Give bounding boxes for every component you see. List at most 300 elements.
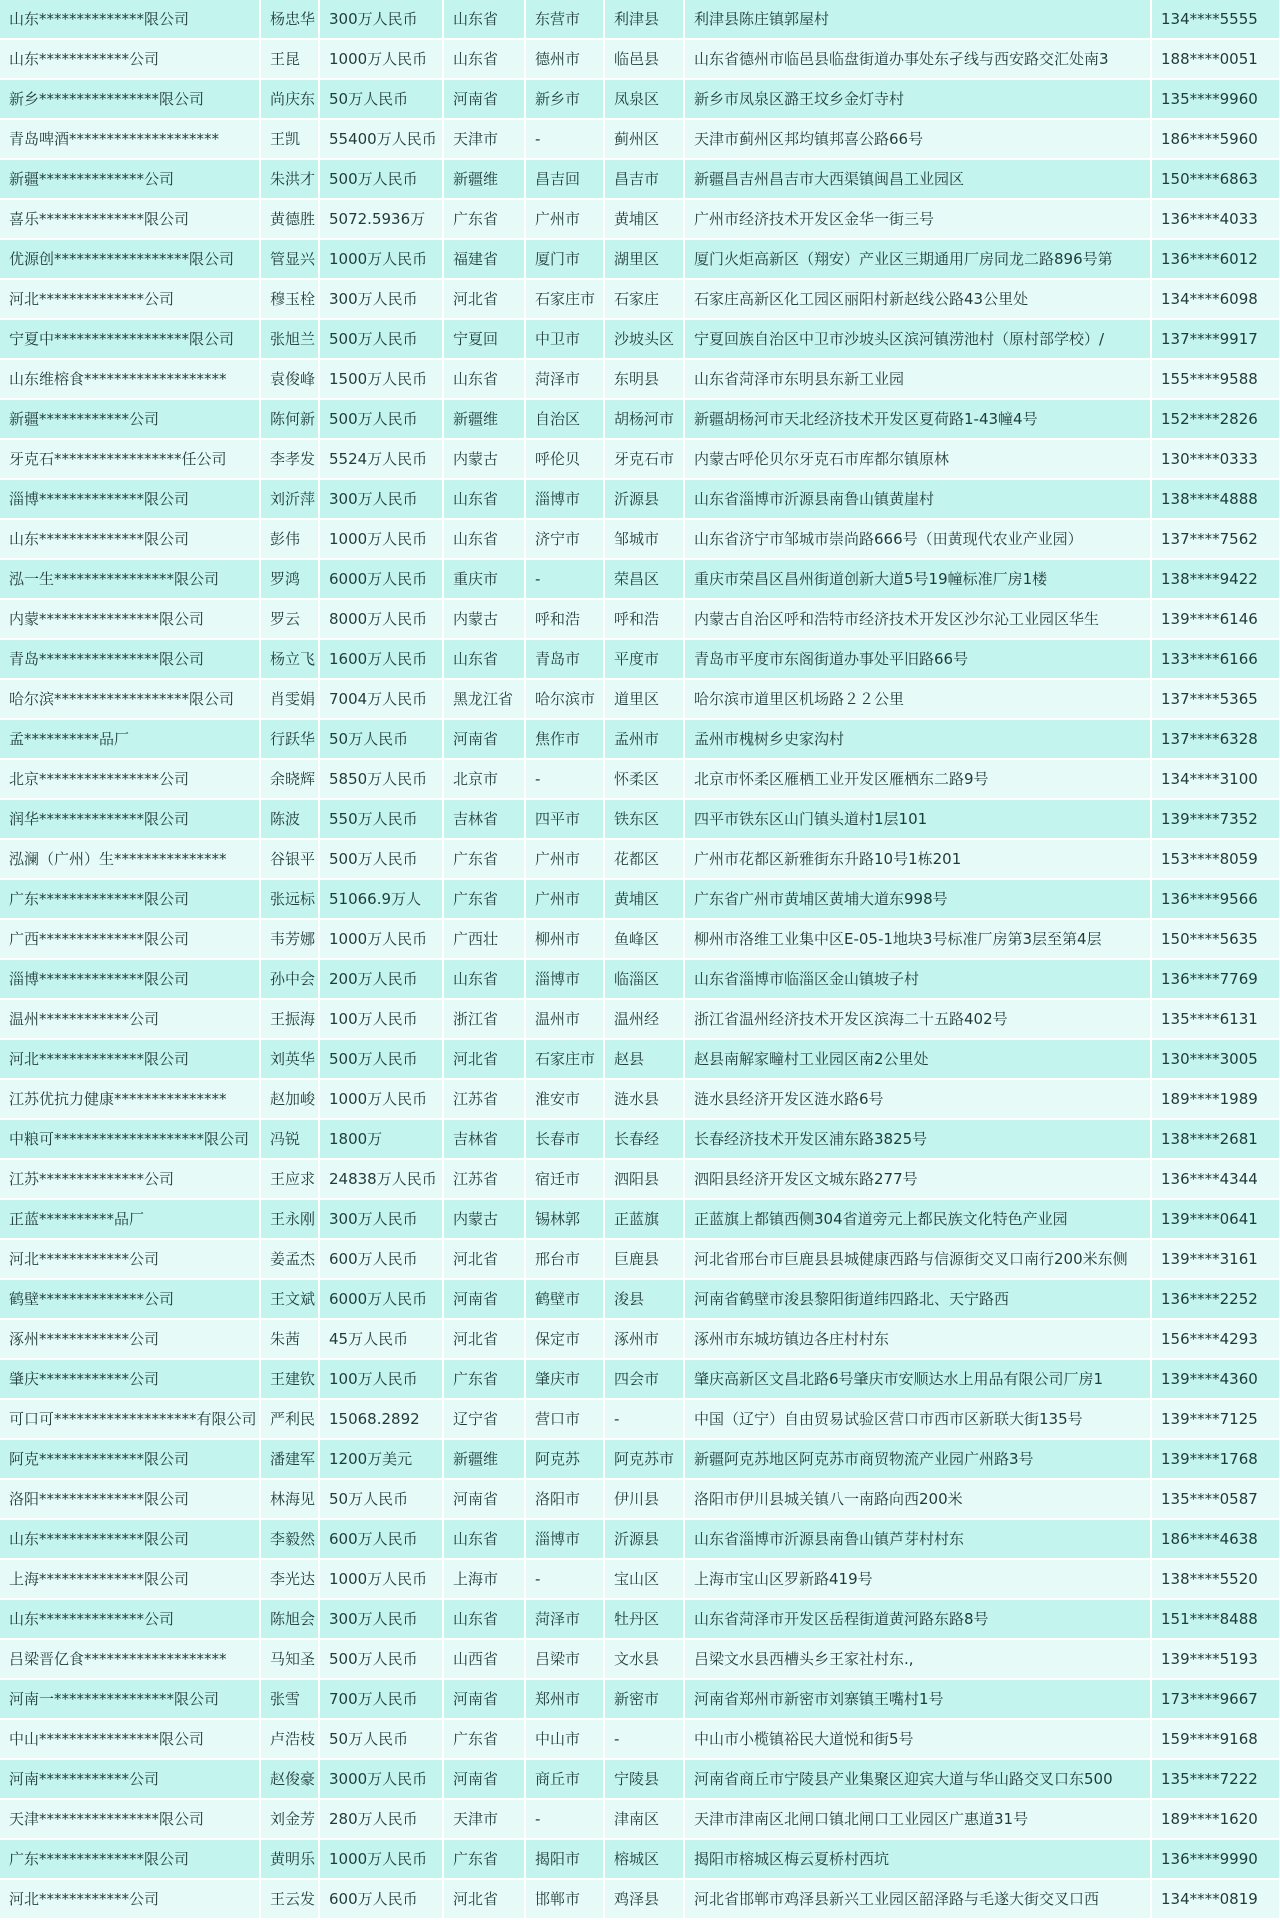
address-cell: 广州市花都区新雅街东升路10号1栋201 — [684, 839, 1151, 879]
contact-name-cell: 刘沂萍 — [260, 479, 319, 519]
company-name-cell: 优源创******************限公司 — [0, 239, 260, 279]
phone-cell: 134****0819 — [1151, 1879, 1280, 1919]
city-cell: 肇庆市 — [525, 1359, 604, 1399]
registered-capital-cell: 50万人民币 — [319, 79, 443, 119]
contact-name-cell: 王凯 — [260, 119, 319, 159]
address-cell: 天津市蓟州区邦均镇邦喜公路66号 — [684, 119, 1151, 159]
contact-name-cell: 王永刚 — [260, 1199, 319, 1239]
contact-name-cell: 行跃华 — [260, 719, 319, 759]
contact-name-cell: 谷银平 — [260, 839, 319, 879]
city-cell: 中卫市 — [525, 319, 604, 359]
table-row — [0, 1559, 1280, 1599]
registered-capital-cell: 1000万人民币 — [319, 1079, 443, 1119]
address-cell: 厦门火炬高新区（翔安）产业区三期通用厂房同龙二路896号第 — [684, 239, 1151, 279]
phone-cell: 139****7352 — [1151, 799, 1280, 839]
contact-name-cell: 黄明乐 — [260, 1839, 319, 1879]
district-cell: 浚县 — [604, 1279, 684, 1319]
district-cell: - — [604, 1719, 684, 1759]
table-row — [0, 199, 1280, 239]
province-cell: 吉林省 — [443, 799, 525, 839]
district-cell: 长春经 — [604, 1119, 684, 1159]
contact-name-cell: 赵加峻 — [260, 1079, 319, 1119]
company-name-cell: 江苏优抗力健康*************** — [0, 1079, 260, 1119]
registered-capital-cell: 100万人民币 — [319, 1359, 443, 1399]
city-cell: 厦门市 — [525, 239, 604, 279]
table-row — [0, 639, 1280, 679]
city-cell: 石家庄市 — [525, 1039, 604, 1079]
district-cell: 凤泉区 — [604, 79, 684, 119]
contact-name-cell: 卢浩枝 — [260, 1719, 319, 1759]
address-cell: 新乡市凤泉区潞王坟乡金灯寺村 — [684, 79, 1151, 119]
company-name-cell: 山东**************限公司 — [0, 0, 260, 39]
address-cell: 涿州市东城坊镇边各庄村村东 — [684, 1319, 1151, 1359]
table-row — [0, 1799, 1280, 1839]
city-cell: 吕梁市 — [525, 1639, 604, 1679]
district-cell: 孟州市 — [604, 719, 684, 759]
district-cell: 沙坡头区 — [604, 319, 684, 359]
city-cell: 鹤壁市 — [525, 1279, 604, 1319]
phone-cell: 134****3100 — [1151, 759, 1280, 799]
registered-capital-cell: 1000万人民币 — [319, 1839, 443, 1879]
city-cell: 广州市 — [525, 199, 604, 239]
company-name-cell: 涿州************公司 — [0, 1319, 260, 1359]
province-cell: 河北省 — [443, 279, 525, 319]
province-cell: 河南省 — [443, 1279, 525, 1319]
city-cell: 昌吉回 — [525, 159, 604, 199]
registered-capital-cell: 1200万美元 — [319, 1439, 443, 1479]
address-cell: 河南省商丘市宁陵县产业集聚区迎宾大道与华山路交叉口东500 — [684, 1759, 1151, 1799]
company-name-cell: 洛阳**************限公司 — [0, 1479, 260, 1519]
city-cell: 新乡市 — [525, 79, 604, 119]
table-row — [0, 1159, 1280, 1199]
city-cell: - — [525, 759, 604, 799]
phone-cell: 136****2252 — [1151, 1279, 1280, 1319]
province-cell: 山东省 — [443, 39, 525, 79]
city-cell: 淄博市 — [525, 479, 604, 519]
district-cell: 黄埔区 — [604, 879, 684, 919]
company-name-cell: 温州************公司 — [0, 999, 260, 1039]
city-cell: - — [525, 1799, 604, 1839]
province-cell: 黑龙江省 — [443, 679, 525, 719]
address-cell: 孟州市槐树乡史家沟村 — [684, 719, 1151, 759]
district-cell: 伊川县 — [604, 1479, 684, 1519]
contact-name-cell: 姜孟杰 — [260, 1239, 319, 1279]
district-cell: 荣昌区 — [604, 559, 684, 599]
contact-name-cell: 冯锐 — [260, 1119, 319, 1159]
contact-name-cell: 陈旭会 — [260, 1599, 319, 1639]
phone-cell: 139****4360 — [1151, 1359, 1280, 1399]
contact-name-cell: 杨立飞 — [260, 639, 319, 679]
registered-capital-cell: 500万人民币 — [319, 159, 443, 199]
province-cell: 山西省 — [443, 1639, 525, 1679]
province-cell: 山东省 — [443, 639, 525, 679]
table-row — [0, 159, 1280, 199]
city-cell: 温州市 — [525, 999, 604, 1039]
province-cell: 重庆市 — [443, 559, 525, 599]
registered-capital-cell: 1000万人民币 — [319, 919, 443, 959]
province-cell: 新疆维 — [443, 1439, 525, 1479]
phone-cell: 134****6098 — [1151, 279, 1280, 319]
phone-cell: 188****0051 — [1151, 39, 1280, 79]
phone-cell: 186****5960 — [1151, 119, 1280, 159]
contact-name-cell: 孙中会 — [260, 959, 319, 999]
registered-capital-cell: 300万人民币 — [319, 479, 443, 519]
contact-name-cell: 管显兴 — [260, 239, 319, 279]
registered-capital-cell: 50万人民币 — [319, 1479, 443, 1519]
contact-name-cell: 罗鸿 — [260, 559, 319, 599]
address-cell: 内蒙古呼伦贝尔牙克石市库都尔镇原林 — [684, 439, 1151, 479]
city-cell: 自治区 — [525, 399, 604, 439]
address-cell: 宁夏回族自治区中卫市沙坡头区滨河镇涝池村（原村部学校）/ — [684, 319, 1151, 359]
province-cell: 广东省 — [443, 879, 525, 919]
province-cell: 山东省 — [443, 359, 525, 399]
phone-cell: 135****9960 — [1151, 79, 1280, 119]
contact-name-cell: 李光达 — [260, 1559, 319, 1599]
company-name-cell: 孟**********品厂 — [0, 719, 260, 759]
city-cell: 宿迁市 — [525, 1159, 604, 1199]
phone-cell: 136****9990 — [1151, 1839, 1280, 1879]
district-cell: 昌吉市 — [604, 159, 684, 199]
address-cell: 青岛市平度市东阁街道办事处平旧路66号 — [684, 639, 1151, 679]
contact-name-cell: 陈何新 — [260, 399, 319, 439]
province-cell: 河北省 — [443, 1039, 525, 1079]
company-name-cell: 新乡****************限公司 — [0, 79, 260, 119]
district-cell: 宁陵县 — [604, 1759, 684, 1799]
registered-capital-cell: 600万人民币 — [319, 1519, 443, 1559]
company-name-cell: 山东**************公司 — [0, 1599, 260, 1639]
province-cell: 广东省 — [443, 199, 525, 239]
table-row — [0, 1879, 1280, 1919]
phone-cell: 173****9667 — [1151, 1679, 1280, 1719]
contact-name-cell: 肖雯娟 — [260, 679, 319, 719]
district-cell: 榕城区 — [604, 1839, 684, 1879]
province-cell: 广东省 — [443, 1359, 525, 1399]
address-cell: 新疆昌吉州昌吉市大西渠镇闽昌工业园区 — [684, 159, 1151, 199]
phone-cell: 136****6012 — [1151, 239, 1280, 279]
address-cell: 利津县陈庄镇郭屋村 — [684, 0, 1151, 39]
table-row — [0, 1399, 1280, 1439]
province-cell: 河南省 — [443, 719, 525, 759]
table-row — [0, 839, 1280, 879]
phone-cell: 135****0587 — [1151, 1479, 1280, 1519]
address-cell: 山东省济宁市邹城市崇尚路666号（田黄现代农业产业园） — [684, 519, 1151, 559]
phone-cell: 156****4293 — [1151, 1319, 1280, 1359]
contact-name-cell: 刘金芳 — [260, 1799, 319, 1839]
contact-name-cell: 尚庆东 — [260, 79, 319, 119]
phone-cell: 189****1989 — [1151, 1079, 1280, 1119]
contact-name-cell: 王应求 — [260, 1159, 319, 1199]
table-row — [0, 1719, 1280, 1759]
table-row — [0, 1039, 1280, 1079]
city-cell: 石家庄市 — [525, 279, 604, 319]
company-name-cell: 泓一生****************限公司 — [0, 559, 260, 599]
city-cell: 中山市 — [525, 1719, 604, 1759]
contact-name-cell: 黄德胜 — [260, 199, 319, 239]
contact-name-cell: 韦芳娜 — [260, 919, 319, 959]
province-cell: 天津市 — [443, 1799, 525, 1839]
table-row — [0, 1279, 1280, 1319]
table-row — [0, 79, 1280, 119]
table-row — [0, 0, 1280, 39]
phone-cell: 138****2681 — [1151, 1119, 1280, 1159]
company-name-cell: 山东**************限公司 — [0, 519, 260, 559]
phone-cell: 138****4888 — [1151, 479, 1280, 519]
city-cell: 郑州市 — [525, 1679, 604, 1719]
district-cell: 临淄区 — [604, 959, 684, 999]
province-cell: 广东省 — [443, 839, 525, 879]
phone-cell: 186****4638 — [1151, 1519, 1280, 1559]
address-cell: 河南省郑州市新密市刘寨镇王嘴村1号 — [684, 1679, 1151, 1719]
district-cell: 临邑县 — [604, 39, 684, 79]
registered-capital-cell: 500万人民币 — [319, 319, 443, 359]
contact-name-cell: 朱洪才 — [260, 159, 319, 199]
table-row — [0, 759, 1280, 799]
phone-cell: 137****5365 — [1151, 679, 1280, 719]
table-row — [0, 519, 1280, 559]
phone-cell: 159****9168 — [1151, 1719, 1280, 1759]
district-cell: 石家庄 — [604, 279, 684, 319]
table-row — [0, 999, 1280, 1039]
table-row — [0, 399, 1280, 439]
contact-name-cell: 王建钦 — [260, 1359, 319, 1399]
registered-capital-cell: 1600万人民币 — [319, 639, 443, 679]
table-row — [0, 239, 1280, 279]
table-row — [0, 359, 1280, 399]
district-cell: 沂源县 — [604, 479, 684, 519]
phone-cell: 139****5193 — [1151, 1639, 1280, 1679]
province-cell: 内蒙古 — [443, 599, 525, 639]
registered-capital-cell: 15068.2892 — [319, 1399, 443, 1439]
city-cell: 济宁市 — [525, 519, 604, 559]
phone-cell: 150****5635 — [1151, 919, 1280, 959]
phone-cell: 139****7125 — [1151, 1399, 1280, 1439]
city-cell: 菏泽市 — [525, 1599, 604, 1639]
district-cell: 温州经 — [604, 999, 684, 1039]
company-name-cell: 天津****************限公司 — [0, 1799, 260, 1839]
company-name-cell: 广东**************限公司 — [0, 879, 260, 919]
city-cell: 阿克苏 — [525, 1439, 604, 1479]
contact-name-cell: 袁俊峰 — [260, 359, 319, 399]
contact-name-cell: 李毅然 — [260, 1519, 319, 1559]
address-cell: 上海市宝山区罗新路419号 — [684, 1559, 1151, 1599]
province-cell: 广东省 — [443, 1719, 525, 1759]
table-row — [0, 1839, 1280, 1879]
phone-cell: 130****3005 — [1151, 1039, 1280, 1079]
province-cell: 新疆维 — [443, 399, 525, 439]
table-row — [0, 439, 1280, 479]
address-cell: 正蓝旗上都镇西侧304省道旁元上都民族文化特色产业园 — [684, 1199, 1151, 1239]
contact-name-cell: 张旭兰 — [260, 319, 319, 359]
registered-capital-cell: 8000万人民币 — [319, 599, 443, 639]
city-cell: 邯郸市 — [525, 1879, 604, 1919]
phone-cell: 155****9588 — [1151, 359, 1280, 399]
address-cell: 河南省鹤壁市浚县黎阳街道纬四路北、天宁路西 — [684, 1279, 1151, 1319]
district-cell: 鸡泽县 — [604, 1879, 684, 1919]
contact-name-cell: 王昆 — [260, 39, 319, 79]
city-cell: 东营市 — [525, 0, 604, 39]
registered-capital-cell: 1000万人民币 — [319, 239, 443, 279]
address-cell: 山东省德州市临邑县临盘街道办事处东孑线与西安路交汇处南3 — [684, 39, 1151, 79]
table-row — [0, 1759, 1280, 1799]
phone-cell: 139****0641 — [1151, 1199, 1280, 1239]
registered-capital-cell: 1500万人民币 — [319, 359, 443, 399]
city-cell: 焦作市 — [525, 719, 604, 759]
table-row — [0, 319, 1280, 359]
contact-name-cell: 罗云 — [260, 599, 319, 639]
district-cell: 利津县 — [604, 0, 684, 39]
company-name-cell: 河南一****************限公司 — [0, 1679, 260, 1719]
company-name-cell: 上海**************限公司 — [0, 1559, 260, 1599]
city-cell: 广州市 — [525, 839, 604, 879]
table-row — [0, 1079, 1280, 1119]
table-row — [0, 879, 1280, 919]
district-cell: 黄埔区 — [604, 199, 684, 239]
registered-capital-cell: 700万人民币 — [319, 1679, 443, 1719]
address-cell: 山东省淄博市沂源县南鲁山镇黄崖村 — [684, 479, 1151, 519]
contact-name-cell: 陈波 — [260, 799, 319, 839]
table-row — [0, 1519, 1280, 1559]
registered-capital-cell: 300万人民币 — [319, 0, 443, 39]
province-cell: 宁夏回 — [443, 319, 525, 359]
company-name-cell: 山东**************限公司 — [0, 1519, 260, 1559]
registered-capital-cell: 45万人民币 — [319, 1319, 443, 1359]
table-row — [0, 1199, 1280, 1239]
address-cell: 肇庆高新区文昌北路6号肇庆市安顺达水上用品有限公司厂房1 — [684, 1359, 1151, 1399]
district-cell: - — [604, 1399, 684, 1439]
registered-capital-cell: 300万人民币 — [319, 279, 443, 319]
province-cell: 辽宁省 — [443, 1399, 525, 1439]
province-cell: 天津市 — [443, 119, 525, 159]
company-name-cell: 淄博**************限公司 — [0, 479, 260, 519]
registered-capital-cell: 1800万 — [319, 1119, 443, 1159]
table-row — [0, 799, 1280, 839]
district-cell: 四会市 — [604, 1359, 684, 1399]
district-cell: 胡杨河市 — [604, 399, 684, 439]
contact-name-cell: 王云发 — [260, 1879, 319, 1919]
registered-capital-cell: 600万人民币 — [319, 1879, 443, 1919]
address-cell: 洛阳市伊川县城关镇八一南路向西200米 — [684, 1479, 1151, 1519]
table-row — [0, 599, 1280, 639]
company-name-cell: 北京****************公司 — [0, 759, 260, 799]
phone-cell: 150****6863 — [1151, 159, 1280, 199]
company-name-cell: 广东**************限公司 — [0, 1839, 260, 1879]
company-name-cell: 喜乐**************限公司 — [0, 199, 260, 239]
district-cell: 湖里区 — [604, 239, 684, 279]
city-cell: - — [525, 559, 604, 599]
city-cell: 菏泽市 — [525, 359, 604, 399]
city-cell: 柳州市 — [525, 919, 604, 959]
phone-cell: 130****0333 — [1151, 439, 1280, 479]
registered-capital-cell: 55400万人民币 — [319, 119, 443, 159]
phone-cell: 139****1768 — [1151, 1439, 1280, 1479]
registered-capital-cell: 550万人民币 — [319, 799, 443, 839]
company-name-cell: 山东************公司 — [0, 39, 260, 79]
table-row — [0, 1359, 1280, 1399]
phone-cell: 153****8059 — [1151, 839, 1280, 879]
registered-capital-cell: 3000万人民币 — [319, 1759, 443, 1799]
city-cell: 广州市 — [525, 879, 604, 919]
address-cell: 赵县南解家疃村工业园区南2公里处 — [684, 1039, 1151, 1079]
contact-name-cell: 朱茜 — [260, 1319, 319, 1359]
province-cell: 福建省 — [443, 239, 525, 279]
address-cell: 柳州市洛维工业集中区E-05-1地块3号标准厂房第3层至第4层 — [684, 919, 1151, 959]
contact-name-cell: 张雪 — [260, 1679, 319, 1719]
address-cell: 天津市津南区北闸口镇北闸口工业园区广惠道31号 — [684, 1799, 1151, 1839]
city-cell: - — [525, 119, 604, 159]
registered-capital-cell: 24838万人民币 — [319, 1159, 443, 1199]
registered-capital-cell: 50万人民币 — [319, 1719, 443, 1759]
table-row — [0, 1119, 1280, 1159]
registered-capital-cell: 5524万人民币 — [319, 439, 443, 479]
province-cell: 河北省 — [443, 1319, 525, 1359]
registered-capital-cell: 300万人民币 — [319, 1199, 443, 1239]
company-name-cell: 阿克**************限公司 — [0, 1439, 260, 1479]
phone-cell: 136****4344 — [1151, 1159, 1280, 1199]
contact-name-cell: 赵俊豪 — [260, 1759, 319, 1799]
table-row — [0, 1319, 1280, 1359]
district-cell: 蓟州区 — [604, 119, 684, 159]
contact-name-cell: 马知圣 — [260, 1639, 319, 1679]
city-cell: 保定市 — [525, 1319, 604, 1359]
province-cell: 内蒙古 — [443, 1199, 525, 1239]
address-cell: 长春经济技术开发区浦东路3825号 — [684, 1119, 1151, 1159]
company-name-cell: 淄博**************限公司 — [0, 959, 260, 999]
contact-name-cell: 严利民 — [260, 1399, 319, 1439]
city-cell: 营口市 — [525, 1399, 604, 1439]
contact-name-cell: 彭伟 — [260, 519, 319, 559]
phone-cell: 134****5555 — [1151, 0, 1280, 39]
company-name-cell: 润华**************限公司 — [0, 799, 260, 839]
table-row — [0, 1239, 1280, 1279]
province-cell: 浙江省 — [443, 999, 525, 1039]
registered-capital-cell: 1000万人民币 — [319, 1559, 443, 1599]
contact-name-cell: 穆玉栓 — [260, 279, 319, 319]
address-cell: 揭阳市榕城区梅云夏桥村西坑 — [684, 1839, 1151, 1879]
registered-capital-cell: 500万人民币 — [319, 1639, 443, 1679]
table-row — [0, 919, 1280, 959]
phone-cell: 139****6146 — [1151, 599, 1280, 639]
province-cell: 内蒙古 — [443, 439, 525, 479]
district-cell: 东明县 — [604, 359, 684, 399]
district-cell: 正蓝旗 — [604, 1199, 684, 1239]
province-cell: 广西壮 — [443, 919, 525, 959]
contact-name-cell: 杨忠华 — [260, 0, 319, 39]
city-cell: 长春市 — [525, 1119, 604, 1159]
company-name-cell: 中山****************限公司 — [0, 1719, 260, 1759]
company-name-cell: 泓澜（广州）生*************** — [0, 839, 260, 879]
province-cell: 河南省 — [443, 1679, 525, 1719]
city-cell: 呼伦贝 — [525, 439, 604, 479]
address-cell: 涟水县经济开发区涟水路6号 — [684, 1079, 1151, 1119]
address-cell: 哈尔滨市道里区机场路２２公里 — [684, 679, 1151, 719]
registered-capital-cell: 6000万人民币 — [319, 559, 443, 599]
company-name-cell: 河北************公司 — [0, 1239, 260, 1279]
city-cell: 洛阳市 — [525, 1479, 604, 1519]
phone-cell: 136****7769 — [1151, 959, 1280, 999]
registered-capital-cell: 600万人民币 — [319, 1239, 443, 1279]
table-row — [0, 719, 1280, 759]
company-name-cell: 肇庆************公司 — [0, 1359, 260, 1399]
phone-cell: 137****9917 — [1151, 319, 1280, 359]
registered-capital-cell: 500万人民币 — [319, 1039, 443, 1079]
district-cell: 赵县 — [604, 1039, 684, 1079]
province-cell: 河北省 — [443, 1239, 525, 1279]
registered-capital-cell: 5850万人民币 — [319, 759, 443, 799]
company-name-cell: 河北************公司 — [0, 1879, 260, 1919]
address-cell: 中国（辽宁）自由贸易试验区营口市西市区新联大街135号 — [684, 1399, 1151, 1439]
phone-cell: 135****6131 — [1151, 999, 1280, 1039]
table-row — [0, 1439, 1280, 1479]
